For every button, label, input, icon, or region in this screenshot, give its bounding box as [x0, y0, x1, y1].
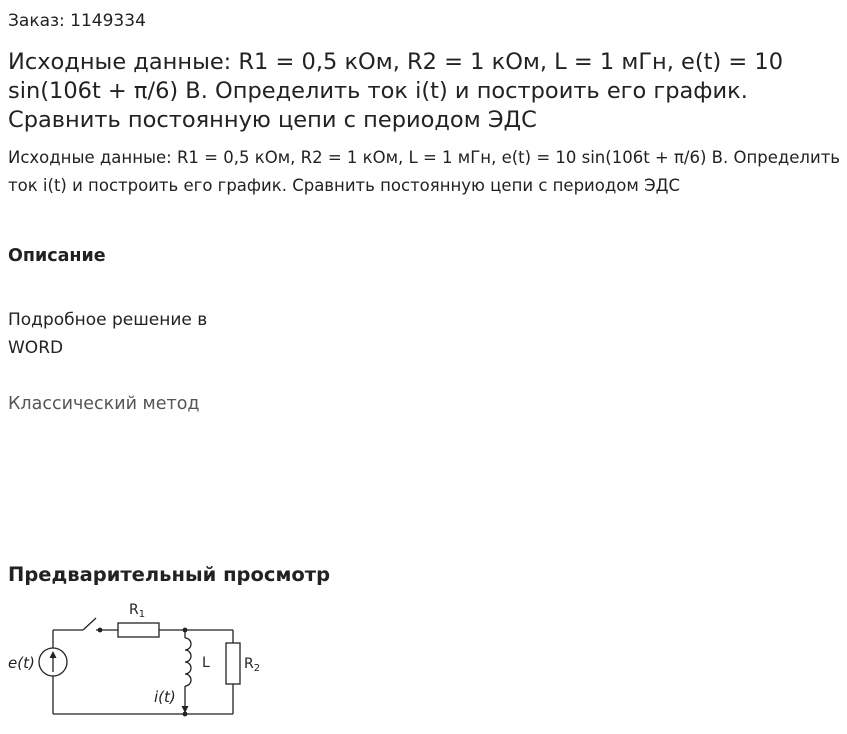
inductor-coil — [185, 638, 191, 686]
source-arrow-icon — [50, 651, 57, 658]
circuit-diagram — [8, 596, 270, 722]
task-description: Исходные данные: R1 = 0,5 кОм, R2 = 1 кОм, L = 1 мГн, e(t) = 10 sin(106t + π/6) В. Определить ток i(t) и построить его график. Сравнить постоянную цепи с периодом ЭДС — [8, 148, 841, 195]
switch-contact — [98, 628, 103, 633]
order-number: Заказ: 1149334 — [8, 11, 146, 31]
r1-label: $R_1$ — [129, 602, 146, 620]
r2-label: $R_2$ — [244, 656, 261, 674]
solution-format: Подробное решение в WORD — [8, 310, 208, 358]
current-arrow-icon — [182, 706, 189, 713]
description-heading: Описание — [8, 246, 106, 266]
page-title: Исходные данные: R1 = 0,5 кОм, R2 = 1 кОм, L = 1 мГн, e(t) = 10 sin(106t + π/6) В. Определить ток i(t) и построить его график. Сравнить постоянную цепи с периодом ЭДС — [8, 49, 784, 133]
node-top — [183, 628, 188, 633]
current-label: i(t) — [154, 688, 176, 706]
inductor-label: L — [202, 655, 210, 671]
preview-heading: Предварительный просмотр — [8, 563, 331, 586]
resistor-r1 — [118, 623, 159, 637]
source-label: e(t) — [8, 654, 35, 672]
resistor-r2 — [226, 643, 240, 684]
switch-blade — [83, 618, 96, 630]
solution-method: Классический метод — [8, 394, 200, 414]
